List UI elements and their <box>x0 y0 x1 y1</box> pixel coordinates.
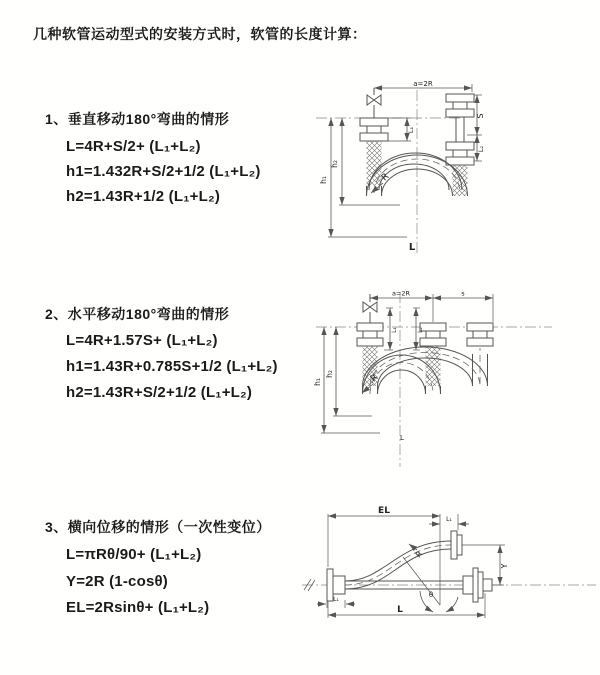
flange-position-2 <box>467 323 493 346</box>
dim-el-label: EL <box>378 506 390 516</box>
section-1-heading: 1、垂直移动180°弯曲的情形 <box>45 111 230 127</box>
dim-span-label: a=2R <box>391 289 411 298</box>
dim-length-label: L <box>408 242 416 253</box>
dim-fitting-right-label: L₂ <box>417 327 424 333</box>
section-2-formula-h2: h2=1.43R+S/2+1/2 (L₁+L₂) <box>66 384 253 401</box>
valve-icon <box>367 88 381 118</box>
dim-h1-label: h₁ <box>319 176 328 184</box>
radius-callout <box>409 544 425 559</box>
dim-fitting-top-label: L₁ <box>446 516 452 523</box>
flange-right <box>463 568 492 602</box>
right-flange-lower <box>446 142 474 196</box>
dim-stroke-label: S <box>476 113 485 119</box>
braided-hose-section <box>367 141 382 186</box>
radius-label: R <box>413 549 425 560</box>
dim-fitting-right-label: L₂ <box>477 145 485 153</box>
dim-span-label: a=2R <box>413 80 433 88</box>
radius-label: R <box>379 171 392 184</box>
dimensions <box>317 506 509 618</box>
page-title: 几种软管运动型式的安装方式时，软管的长度计算： <box>33 26 367 42</box>
section-3-heading: 3、横向位移的情形（一次性变位） <box>45 519 271 535</box>
section-3-formula-Y: Y=2R (1-cosθ) <box>66 573 168 590</box>
section-2-heading: 2、水平移动180°弯曲的情形 <box>45 306 230 322</box>
flange-displaced-end <box>451 531 505 559</box>
angle-construction <box>403 514 458 612</box>
section-3-formula-L: L=πRθ/90+ (L₁+L₂) <box>66 546 202 563</box>
section-2-formula-h1: h1=1.43R+0.785S+1/2 (L₁+L₂) <box>66 358 278 375</box>
dim-fitting-left-label: L₁ <box>391 327 398 333</box>
dim-fitting-left-label: L₁ <box>333 596 339 603</box>
dimensions <box>313 290 493 443</box>
section-1-formula-h1: h1=1.432R+S/2+1/2 (L₁+L₂) <box>66 163 261 180</box>
dim-offset-label: Y <box>500 563 509 569</box>
dim-length-label: L <box>400 434 404 442</box>
section-1-formula-h2: h2=1.43R+1/2 (L₁+L₂) <box>66 188 221 205</box>
radius-label: R <box>368 372 381 385</box>
dim-length-label: L <box>397 605 403 615</box>
dim-h2-label: h₂ <box>330 160 339 168</box>
diagram-vertical-180-bend <box>312 78 594 260</box>
diagram-lateral-displacement <box>300 500 600 645</box>
section-1-formula-L: L=4R+S/2+ (L₁+L₂) <box>66 138 201 155</box>
dim-h1-label: h₁ <box>313 378 322 386</box>
dim-h2-label: h₂ <box>325 370 334 378</box>
dim-fitting-left-label: L₁ <box>407 126 415 134</box>
hose-s-curve <box>345 541 451 589</box>
diagram-horizontal-180-bend <box>312 282 597 477</box>
angle-label: θ <box>428 591 434 599</box>
dim-shift-label: s <box>461 289 465 298</box>
section-2-formula-L: L=4R+1.57S+ (L₁+L₂) <box>66 332 218 349</box>
section-3-formula-EL: EL=2Rsinθ+ (L₁+L₂) <box>66 599 210 616</box>
